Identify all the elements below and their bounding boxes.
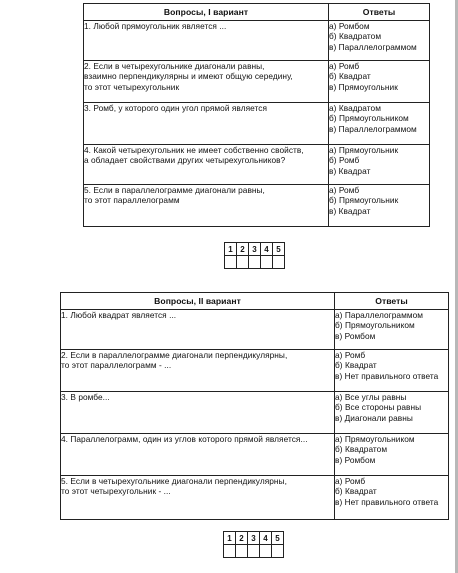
answer-option: а) Прямоугольником [335, 434, 415, 444]
answer-option: б) Прямоугольником [335, 320, 415, 331]
question-cell [84, 21, 329, 61]
question-text: 5. Если в параллелограмме диагонали равны, то этот параллелограмм [84, 185, 265, 206]
question-text: 2. Если в четырехугольнике диагонали равны, взаимно перпендикулярны и имеют общую середину, то этот четырехугольник [84, 61, 293, 92]
answer-option: в) Параллелограммом [329, 123, 417, 134]
question-text: 1. Любой прямоугольник является ... [84, 21, 227, 31]
table-row [84, 21, 430, 61]
grid-number: 3 [248, 532, 260, 545]
answer-option: в) Параллелограммом [329, 41, 417, 52]
answers-cell [335, 310, 449, 350]
grid-number-row [225, 243, 285, 256]
grid-number: 5 [272, 532, 284, 545]
answer-option: а) Ромб [329, 185, 360, 195]
question-text: 4. Параллелограмм, один из углов которого прямой является... [61, 434, 308, 444]
answer-option: б) Квадрат [335, 486, 377, 497]
questions-header: Вопросы, I вариант [84, 4, 329, 21]
quiz-table-variant-1 [83, 3, 430, 227]
table-row [84, 185, 430, 227]
question-cell [61, 350, 335, 392]
answers-cell [329, 145, 430, 185]
grid-number: 1 [224, 532, 236, 545]
answer-grid-variant-1 [224, 242, 285, 269]
grid-answer-cell[interactable] [272, 545, 284, 558]
question-text: 3. Ромб, у которого один угол прямой является [84, 103, 268, 113]
question-cell [61, 476, 335, 520]
answer-grid-variant-2 [223, 531, 284, 558]
table-row [61, 350, 449, 392]
grid-answer-row [225, 256, 285, 269]
question-text: 4. Какой четырехугольник не имеет собственно свойств, а обладает свойствами других четырехугольников? [84, 145, 304, 166]
question-cell [61, 434, 335, 476]
questions-header: Вопросы, II вариант [61, 293, 335, 310]
question-text: 3. В ромбе... [61, 392, 110, 402]
grid-number: 1 [225, 243, 237, 256]
answer-option: а) Ромб [335, 350, 366, 360]
grid-answer-cell[interactable] [261, 256, 273, 269]
table-row [61, 434, 449, 476]
answer-option: в) Ромбом [335, 454, 376, 465]
answer-option: а) Квадратом [329, 103, 381, 113]
question-cell [84, 185, 329, 227]
answer-option: а) Ромб [329, 61, 360, 71]
question-text: 2. Если в параллелограмме диагонали перпендикулярны, то этот параллелограмм - ... [61, 350, 288, 371]
table-row [84, 103, 430, 145]
grid-answer-cell[interactable] [249, 256, 261, 269]
answer-option: б) Квадрат [335, 360, 377, 371]
grid-number: 2 [237, 243, 249, 256]
question-cell [61, 392, 335, 434]
answer-option: а) Все углы равны [335, 392, 407, 402]
answers-cell [329, 21, 430, 61]
grid-answer-cell[interactable] [236, 545, 248, 558]
answers-cell [335, 350, 449, 392]
table-row [84, 61, 430, 103]
grid-answer-cell[interactable] [248, 545, 260, 558]
answer-option: в) Квадрат [329, 165, 371, 176]
answer-option: в) Квадрат [329, 205, 371, 216]
question-cell [61, 310, 335, 350]
grid-number: 5 [273, 243, 285, 256]
answers-header: Ответы [335, 293, 449, 310]
answer-option: б) Прямоугольником [329, 113, 409, 124]
table-header-row [84, 4, 430, 21]
grid-number: 4 [260, 532, 272, 545]
grid-number-row [224, 532, 284, 545]
answers-cell [335, 434, 449, 476]
grid-number: 3 [249, 243, 261, 256]
table-row [61, 476, 449, 520]
table-row [61, 392, 449, 434]
answer-option: в) Прямоугольник [329, 81, 398, 92]
grid-answer-cell[interactable] [224, 545, 236, 558]
answer-option: б) Квадратом [329, 31, 382, 42]
grid-number: 2 [236, 532, 248, 545]
question-cell [84, 145, 329, 185]
grid-answer-cell[interactable] [260, 545, 272, 558]
grid-answer-cell[interactable] [237, 256, 249, 269]
answers-cell [335, 476, 449, 520]
table-row [84, 145, 430, 185]
grid-answer-cell[interactable] [273, 256, 285, 269]
answer-option: в) Нет правильного ответа [335, 370, 439, 381]
answer-option: б) Прямоугольник [329, 195, 399, 206]
answer-option: а) Прямоугольник [329, 145, 399, 155]
answer-option: б) Ромб [329, 155, 360, 166]
answers-cell [329, 103, 430, 145]
answer-option: а) Параллелограммом [335, 310, 423, 320]
answer-option: а) Ромб [335, 476, 366, 486]
grid-answer-row [224, 545, 284, 558]
question-text: 1. Любой квадрат является ... [61, 310, 177, 320]
answer-option: в) Нет правильного ответа [335, 496, 439, 507]
question-cell [84, 103, 329, 145]
answer-option: б) Все стороны равны [335, 402, 422, 413]
quiz-table-variant-2 [60, 292, 449, 520]
grid-answer-cell[interactable] [225, 256, 237, 269]
answer-option: в) Ромбом [335, 330, 376, 341]
question-text: 5. Если в четырехугольнике диагонали перпендикулярны, то этот четырехугольник - ... [61, 476, 287, 497]
answers-cell [329, 61, 430, 103]
answer-option: б) Квадратом [335, 444, 388, 455]
answers-cell [329, 185, 430, 227]
answer-option: а) Ромбом [329, 21, 370, 31]
answer-option: б) Квадрат [329, 71, 371, 82]
grid-number: 4 [261, 243, 273, 256]
answer-option: в) Диагонали равны [335, 412, 413, 423]
question-cell [84, 61, 329, 103]
table-row [61, 310, 449, 350]
table-header-row [61, 293, 449, 310]
answers-cell [335, 392, 449, 434]
answers-header: Ответы [329, 4, 430, 21]
